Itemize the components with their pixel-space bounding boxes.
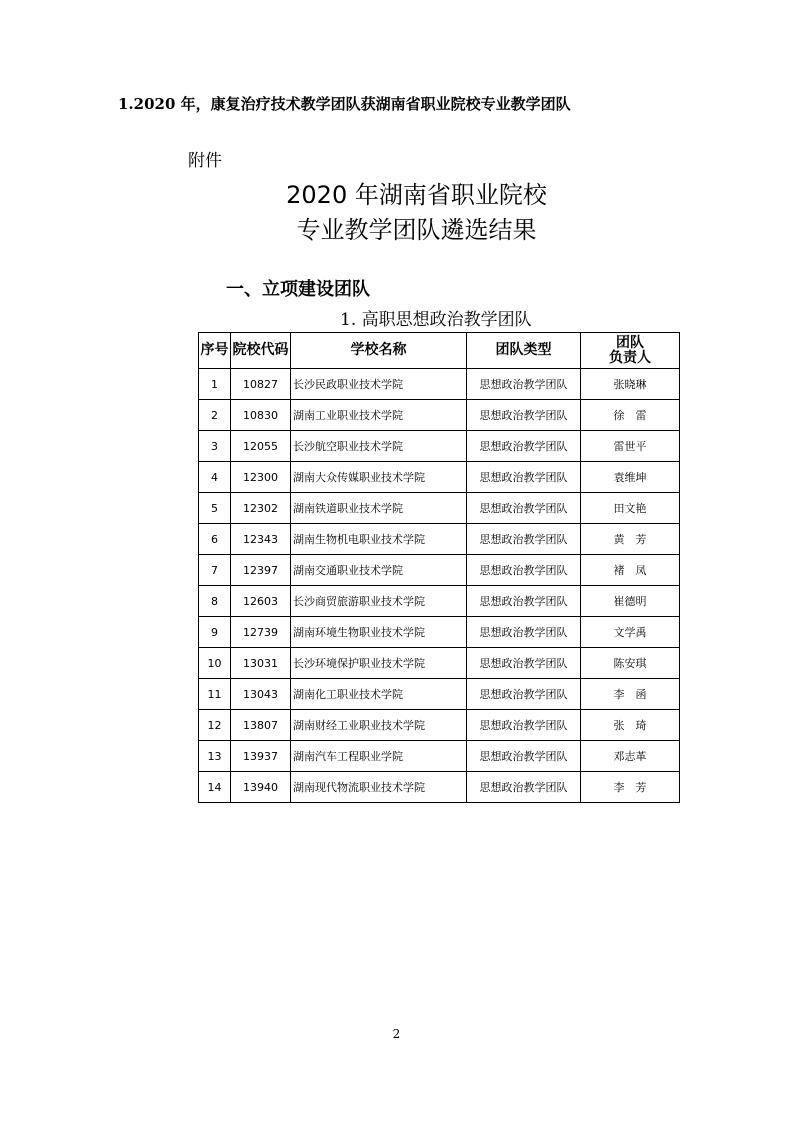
cell-code: 12302	[231, 493, 291, 524]
cell-team-type: 思想政治教学团队	[467, 741, 581, 772]
document-title-line2: 专业教学团队遴选结果	[296, 216, 537, 244]
cell-school: 湖南交通职业技术学院	[291, 555, 467, 586]
cell-leader: 李 函	[581, 679, 680, 710]
cell-team-type: 思想政治教学团队	[467, 400, 581, 431]
cell-index: 9	[199, 617, 231, 648]
header-code: 院校代码	[231, 333, 291, 369]
cell-leader: 黄 芳	[581, 524, 680, 555]
cell-school: 长沙商贸旅游职业技术学院	[291, 586, 467, 617]
table-body	[199, 369, 680, 803]
table-row	[199, 400, 680, 431]
table-row	[199, 493, 680, 524]
cell-code: 13937	[231, 741, 291, 772]
header-team-type: 团队类型	[467, 333, 581, 369]
table-row	[199, 369, 680, 400]
cell-school: 湖南工业职业技术学院	[291, 400, 467, 431]
cell-school: 湖南生物机电职业技术学院	[291, 524, 467, 555]
cell-index: 12	[199, 710, 231, 741]
header-leader	[581, 333, 680, 369]
cell-leader: 雷世平	[581, 431, 680, 462]
cell-code: 12397	[231, 555, 291, 586]
attachment-label: 附件	[188, 151, 222, 171]
cell-code: 10827	[231, 369, 291, 400]
cell-code: 13031	[231, 648, 291, 679]
cell-leader: 褚 凤	[581, 555, 680, 586]
table-row	[199, 462, 680, 493]
cell-leader: 崔德明	[581, 586, 680, 617]
cell-leader: 邓志革	[581, 741, 680, 772]
page-number: 2	[392, 1027, 401, 1041]
cell-school: 湖南化工职业技术学院	[291, 679, 467, 710]
cell-team-type: 思想政治教学团队	[467, 617, 581, 648]
teams-table	[198, 332, 680, 803]
document-title-line1: 2020 年湖南省职业院校	[286, 181, 547, 209]
table-row	[199, 555, 680, 586]
cell-team-type: 思想政治教学团队	[467, 524, 581, 555]
table-row	[199, 648, 680, 679]
table-row	[199, 586, 680, 617]
cell-team-type: 思想政治教学团队	[467, 431, 581, 462]
cell-team-type: 思想政治教学团队	[467, 555, 581, 586]
cell-school: 湖南汽车工程职业学院	[291, 741, 467, 772]
cell-team-type: 思想政治教学团队	[467, 493, 581, 524]
cell-code: 12603	[231, 586, 291, 617]
cell-code: 13807	[231, 710, 291, 741]
table-row	[199, 431, 680, 462]
header-school: 学校名称	[291, 333, 467, 369]
cell-leader: 陈安琪	[581, 648, 680, 679]
cell-index: 14	[199, 772, 231, 803]
cell-school: 湖南财经工业职业技术学院	[291, 710, 467, 741]
cell-school: 长沙民政职业技术学院	[291, 369, 467, 400]
cell-code: 12055	[231, 431, 291, 462]
header-leader-line2: 负责人	[609, 349, 651, 366]
cell-index: 6	[199, 524, 231, 555]
cell-leader: 徐 雷	[581, 400, 680, 431]
table-row	[199, 741, 680, 772]
cell-team-type: 思想政治教学团队	[467, 586, 581, 617]
table-row	[199, 617, 680, 648]
cell-code: 13043	[231, 679, 291, 710]
header-leader-line1: 团队	[616, 334, 644, 351]
cell-code: 13940	[231, 772, 291, 803]
cell-school: 长沙环境保护职业技术学院	[291, 648, 467, 679]
table-row	[199, 710, 680, 741]
cell-team-type: 思想政治教学团队	[467, 462, 581, 493]
table-row	[199, 524, 680, 555]
table-title: 1. 高职思想政治教学团队	[340, 310, 532, 330]
cell-leader: 袁维坤	[581, 462, 680, 493]
cell-team-type: 思想政治教学团队	[467, 710, 581, 741]
header-index: 序号	[199, 333, 231, 369]
cell-school: 湖南大众传媒职业技术学院	[291, 462, 467, 493]
cell-index: 10	[199, 648, 231, 679]
cell-code: 12739	[231, 617, 291, 648]
cell-index: 7	[199, 555, 231, 586]
cell-code: 10830	[231, 400, 291, 431]
cell-school: 长沙航空职业技术学院	[291, 431, 467, 462]
cell-leader: 田文艳	[581, 493, 680, 524]
document-heading: 1.2020 年，康复治疗技术教学团队获湖南省职业院校专业教学团队	[118, 95, 571, 113]
cell-school: 湖南铁道职业技术学院	[291, 493, 467, 524]
cell-leader: 李 芳	[581, 772, 680, 803]
cell-team-type: 思想政治教学团队	[467, 772, 581, 803]
cell-index: 3	[199, 431, 231, 462]
cell-school: 湖南现代物流职业技术学院	[291, 772, 467, 803]
cell-code: 12343	[231, 524, 291, 555]
table-row	[199, 772, 680, 803]
cell-code: 12300	[231, 462, 291, 493]
cell-index: 5	[199, 493, 231, 524]
cell-team-type: 思想政治教学团队	[467, 648, 581, 679]
cell-leader: 张晓琳	[581, 369, 680, 400]
cell-index: 4	[199, 462, 231, 493]
cell-index: 1	[199, 369, 231, 400]
cell-index: 13	[199, 741, 231, 772]
cell-team-type: 思想政治教学团队	[467, 369, 581, 400]
cell-leader: 文学禹	[581, 617, 680, 648]
table-header-row	[199, 333, 680, 369]
cell-index: 2	[199, 400, 231, 431]
cell-index: 11	[199, 679, 231, 710]
cell-leader: 张 琦	[581, 710, 680, 741]
section-title: 一、立项建设团队	[226, 279, 370, 300]
table-row	[199, 679, 680, 710]
cell-school: 湖南环境生物职业技术学院	[291, 617, 467, 648]
cell-team-type: 思想政治教学团队	[467, 679, 581, 710]
cell-index: 8	[199, 586, 231, 617]
